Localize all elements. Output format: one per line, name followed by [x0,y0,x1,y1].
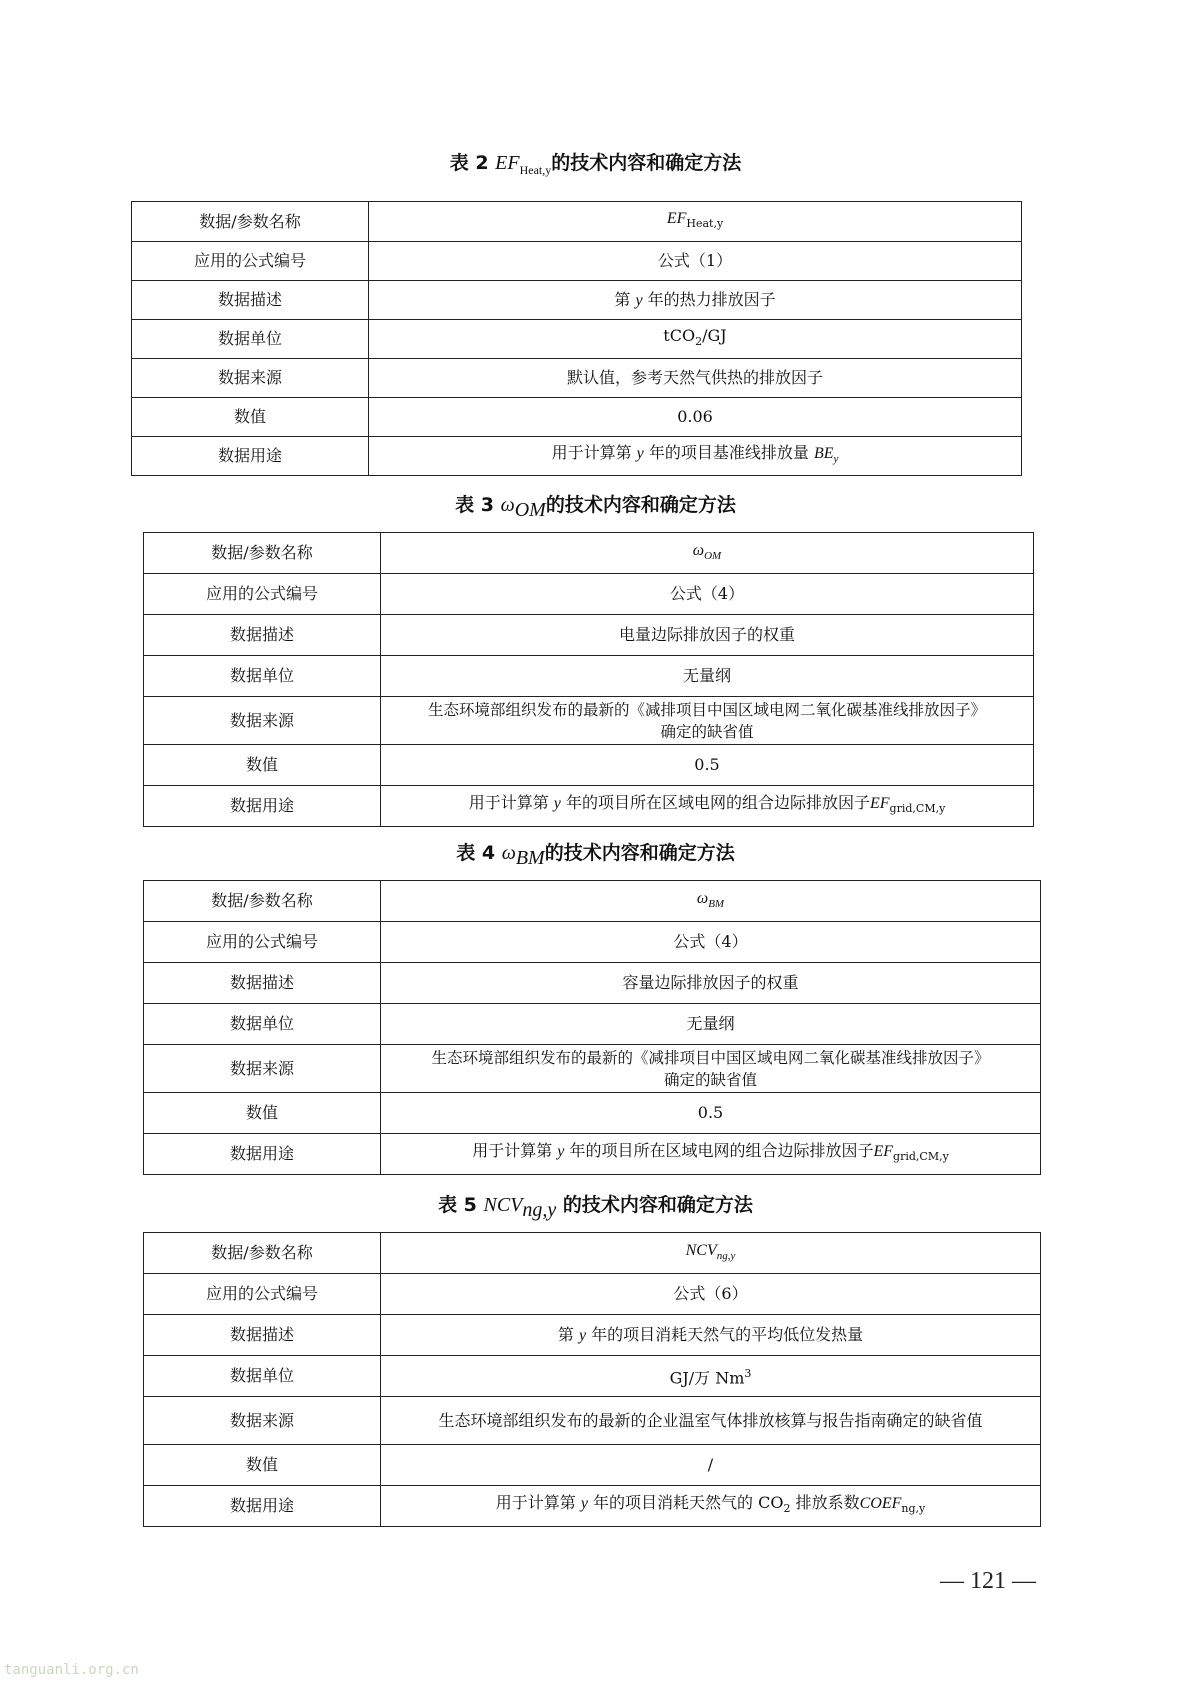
table-row [144,697,1034,745]
source-value: 生态环境部组织发布的最新的企业温室气体排放核算与报告指南确定的缺省值 [381,1397,1041,1445]
formula-label: 应用的公式编号 [132,242,369,281]
table-row [144,1315,1041,1356]
description-value: 第 y 年的热力排放因子 [369,281,1022,320]
formula-value: 公式（4） [381,574,1034,615]
table-row [132,242,1022,281]
value-value: 0.5 [381,1093,1041,1134]
table-row [132,437,1022,476]
param-name-value: $\omega_{BM}$ [381,881,1041,922]
param-name-label: 数据/参数名称 [144,533,381,574]
table5-caption: 表 5 $NCV_{ng,y}$ 的技术内容和确定方法 [438,1194,753,1221]
table-row [144,881,1041,922]
unit-label: 数据单位 [144,656,381,697]
unit-value: 无量纲 [381,1004,1041,1045]
table-row [144,1045,1041,1093]
description-value: 容量边际排放因子的权重 [381,963,1041,1004]
formula-label: 应用的公式编号 [144,574,381,615]
source-label: 数据来源 [132,359,369,398]
description-label: 数据描述 [132,281,369,320]
table3 [143,532,1034,827]
description-label: 数据描述 [144,615,381,656]
usage-value: 用于计算第 y 年的项目所在区域电网的组合边际排放因子$EF_{grid,CM,y}$ [381,786,1034,827]
table-row [144,1134,1041,1175]
value-value: 0.5 [381,745,1034,786]
table-row [144,1397,1041,1445]
value-label: 数值 [144,1445,381,1486]
usage-value: 用于计算第 y 年的项目基准线排放量 $BE_y$ [369,437,1022,476]
source-label: 数据来源 [144,697,381,745]
table4-caption: 表 4 $\omega_{BM}$的技术内容和确定方法 [456,842,735,869]
source-value: 默认值，参考天然气供热的排放因子 [369,359,1022,398]
usage-value: 用于计算第 y 年的项目所在区域电网的组合边际排放因子$EF_{grid,CM,y}$ [381,1134,1041,1175]
source-label: 数据来源 [144,1397,381,1445]
watermark: tanguanli.org.cn [4,1662,139,1678]
unit-label: 数据单位 [144,1356,381,1397]
formula-label: 应用的公式编号 [144,1274,381,1315]
source-value: 生态环境部组织发布的最新的《减排项目中国区域电网二氧化碳基准线排放因子》 确定的缺省值 [381,1045,1041,1093]
table-row [144,1233,1041,1274]
table-row [144,1356,1041,1397]
table-row [144,786,1034,827]
value-label: 数值 [144,745,381,786]
table-row [132,359,1022,398]
table-row [132,202,1022,242]
formula-label: 应用的公式编号 [144,922,381,963]
usage-label: 数据用途 [132,437,369,476]
usage-value: 用于计算第 y 年的项目消耗天然气的 $CO_2$ 排放系数$COEF_{ng,y}$ [381,1486,1041,1527]
formula-value: 公式（6） [381,1274,1041,1315]
table2 [131,201,1022,476]
table-row [132,398,1022,437]
table-row [144,533,1034,574]
param-name-value: $EF_{Heat,y}$ [369,202,1022,242]
unit-value: 无量纲 [381,656,1034,697]
table-row [144,1486,1041,1527]
usage-label: 数据用途 [144,1134,381,1175]
table-row [144,574,1034,615]
table-row [144,656,1034,697]
param-name-value: $\omega_{OM}$ [381,533,1034,574]
description-label: 数据描述 [144,963,381,1004]
usage-label: 数据用途 [144,1486,381,1527]
formula-value: 公式（4） [381,922,1041,963]
param-name-label: 数据/参数名称 [144,881,381,922]
param-name-label: 数据/参数名称 [144,1233,381,1274]
table-row [144,1004,1041,1045]
usage-label: 数据用途 [144,786,381,827]
table-row [144,1093,1041,1134]
table-row [144,963,1041,1004]
table5 [143,1232,1041,1527]
table-row [144,922,1041,963]
table4 [143,880,1041,1175]
table-row [144,1274,1041,1315]
param-name-value: $NCV_{ng,y}$ [381,1233,1041,1274]
value-label: 数值 [132,398,369,437]
table-row [144,615,1034,656]
description-value: 电量边际排放因子的权重 [381,615,1034,656]
table2-caption: 表 2 $EF_{Heat,y}$的技术内容和确定方法 [449,152,742,177]
value-label: 数值 [144,1093,381,1134]
table-row [132,320,1022,359]
table-row [132,281,1022,320]
value-value: / [381,1445,1041,1486]
unit-value: tCO$_2$/GJ [369,320,1022,359]
description-value: 第 y 年的项目消耗天然气的平均低位发热量 [381,1315,1041,1356]
formula-value: 公式（1） [369,242,1022,281]
unit-label: 数据单位 [144,1004,381,1045]
source-label: 数据来源 [144,1045,381,1093]
unit-value: GJ/万 Nm$^3$ [381,1356,1041,1397]
table-row [144,1445,1041,1486]
unit-label: 数据单位 [132,320,369,359]
source-value: 生态环境部组织发布的最新的《减排项目中国区域电网二氧化碳基准线排放因子》 确定的缺省值 [381,697,1034,745]
description-label: 数据描述 [144,1315,381,1356]
value-value: 0.06 [369,398,1022,437]
param-name-label: 数据/参数名称 [132,202,369,242]
table-row [144,745,1034,786]
table3-caption: 表 3 $\omega_{OM}$的技术内容和确定方法 [455,494,736,521]
page-number: — 121 — [940,1568,1036,1594]
